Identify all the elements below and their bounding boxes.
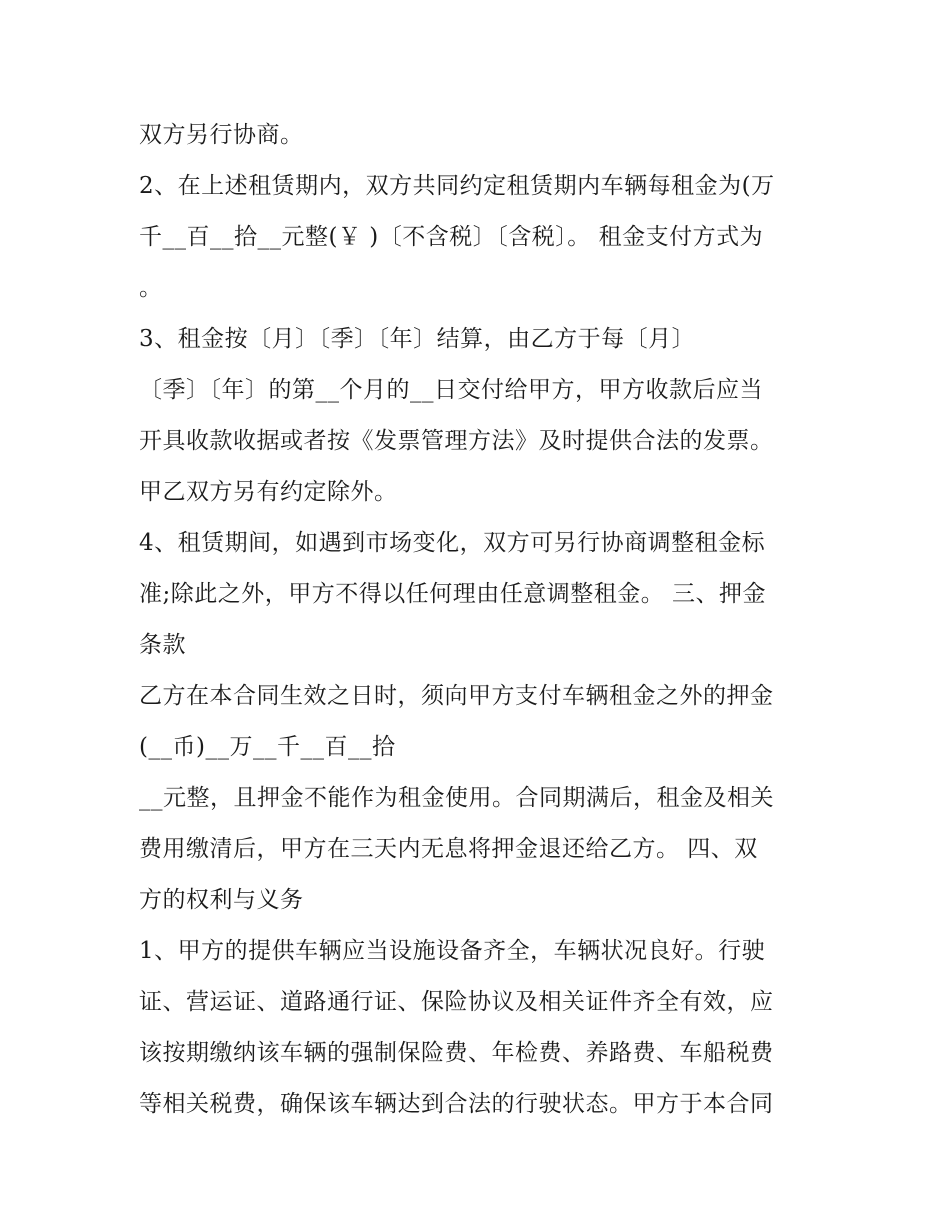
text-line: 1、甲方的提供车辆应当设施设备齐全，车辆状况良好。行驶 [139, 938, 766, 964]
text-line: 该按期缴纳该车辆的强制保险费、年检费、养路费、车船税费 [139, 1040, 774, 1066]
text-line: 证、营运证、道路通行证、保险协议及相关证件齐全有效，应 [139, 989, 774, 1015]
document-body [139, 110, 829, 1130]
text-line: 条款 [139, 632, 186, 658]
text-line: 双方另行协商。 [139, 122, 304, 148]
text-line: 。 [139, 275, 163, 301]
text-line: 乙方在本合同生效之日时，须向甲方支付车辆租金之外的押金 [139, 683, 774, 709]
text-line: 4、租赁期间，如遇到市场变化，双方可另行协商调整租金标 [139, 530, 766, 556]
text-line: 方的权利与义务 [139, 887, 304, 913]
text-line: 千__百__拾__元整(￥ )〔不含税〕〔含税〕。 租金支付方式为 [139, 224, 764, 250]
text-line: (__币)__万__千__百__拾 [139, 734, 396, 760]
text-line: 甲乙双方另有约定除外。 [139, 479, 398, 505]
text-line: 〔季〕〔年〕的第__个月的__日交付给甲方，甲方收款后应当 [139, 377, 763, 403]
text-line: __元整，且押金不能作为租金使用。合同期满后，租金及相关 [139, 785, 774, 811]
text-line: 开具收款收据或者按《发票管理方法》及时提供合法的发票。 [139, 428, 774, 454]
text-line: 2、在上述租赁期内，双方共同约定租赁期内车辆每租金为(万 [139, 173, 775, 199]
text-line: 等相关税费，确保该车辆达到合法的行驶状态。甲方于本合同 [139, 1091, 774, 1117]
text-line: 3、租金按〔月〕〔季〕〔年〕结算，由乙方于每〔月〕 [139, 326, 696, 352]
text-line: 准;除此之外，甲方不得以任何理由任意调整租金。 三、押金 [139, 581, 767, 607]
text-line: 费用缴清后，甲方在三天内无息将押金退还给乙方。 四、双 [139, 836, 758, 862]
